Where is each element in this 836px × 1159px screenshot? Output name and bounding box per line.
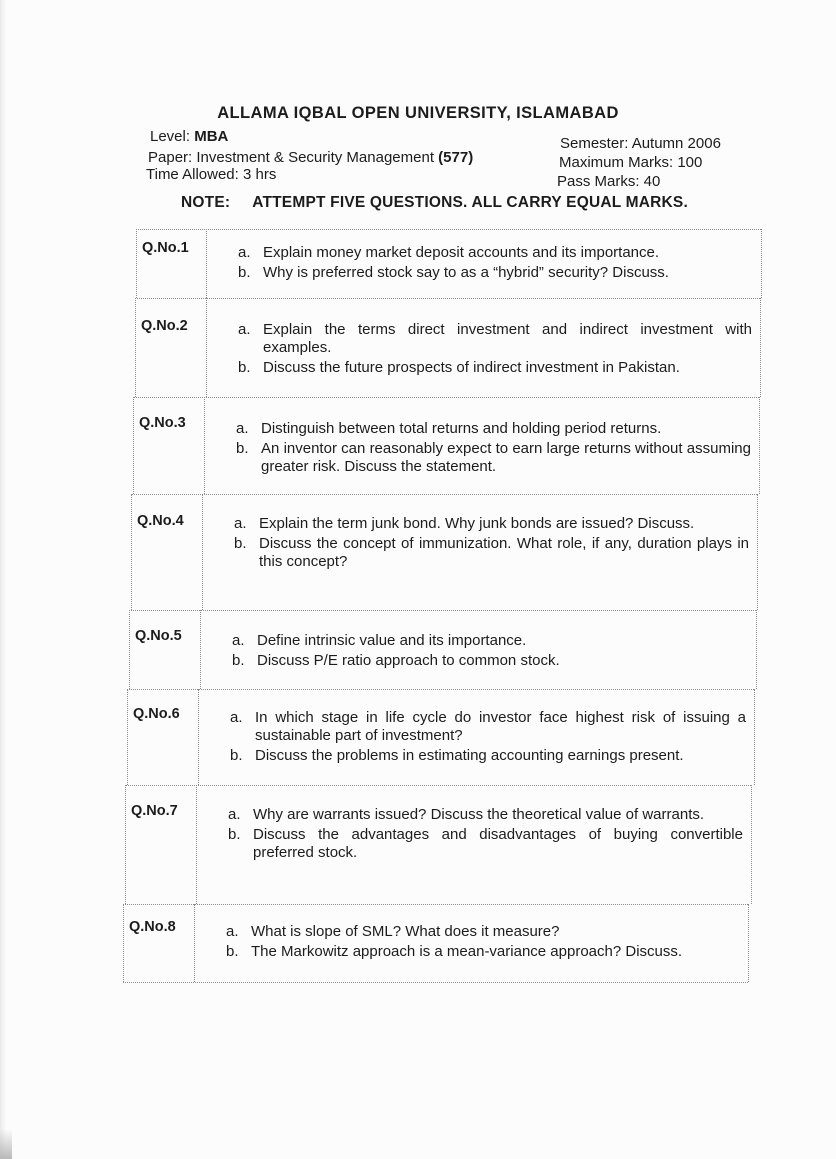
question-number: Q.No.2 xyxy=(141,318,188,334)
part-letter: a. xyxy=(238,244,251,261)
table-border xyxy=(757,494,758,610)
part-text: What is slope of SML? What does it measure? xyxy=(251,923,560,940)
column-separator xyxy=(206,298,207,397)
part-letter: a. xyxy=(232,632,245,649)
question-number: Q.No.4 xyxy=(137,513,184,529)
time-value: 3 hrs xyxy=(242,166,277,183)
question-part xyxy=(228,806,743,824)
part-letter: b. xyxy=(236,440,249,457)
column-separator xyxy=(202,494,203,610)
row-divider xyxy=(129,610,756,611)
question-part xyxy=(234,535,749,571)
question-part xyxy=(232,652,748,670)
question-part xyxy=(238,244,753,262)
part-letter: b. xyxy=(234,535,247,552)
part-letter: b. xyxy=(238,359,251,376)
level-label: Level: xyxy=(150,128,191,145)
part-text: Discuss P/E ratio approach to common stock. xyxy=(257,652,560,669)
part-letter: b. xyxy=(232,652,245,669)
pass-marks: Pass Marks: 40 xyxy=(557,173,661,190)
table-border xyxy=(131,494,132,610)
part-text: Explain the terms direct investment and indirect investment with examples. xyxy=(263,321,752,356)
table-border xyxy=(123,904,124,982)
part-letter: b. xyxy=(228,826,241,843)
part-text: Why is preferred stock say to as a “hybrid” security? Discuss. xyxy=(263,264,669,281)
row-divider xyxy=(127,689,754,690)
row-divider xyxy=(136,229,761,230)
column-separator xyxy=(204,397,205,494)
paper-label: Paper: xyxy=(148,149,193,166)
time-label: Time Allowed: xyxy=(146,166,239,183)
part-text: Explain the term junk bond. Why junk bonds are issued? Discuss. xyxy=(259,515,695,532)
question-part xyxy=(236,440,751,476)
table-border xyxy=(129,610,130,689)
question-parts xyxy=(226,923,740,961)
part-letter: a. xyxy=(238,321,251,338)
part-letter: a. xyxy=(228,806,241,823)
question-parts xyxy=(238,321,752,377)
table-border xyxy=(759,397,760,494)
part-letter: a. xyxy=(230,709,243,726)
part-text: Define intrinsic value and its importance. xyxy=(257,632,527,649)
table-border xyxy=(761,229,762,298)
maximum-marks: Maximum Marks: 100 xyxy=(559,154,703,171)
semester-info: Semester: Autumn 2006 xyxy=(560,135,721,152)
row-divider xyxy=(125,785,751,786)
question-part xyxy=(228,826,743,862)
question-number: Q.No.6 xyxy=(133,706,180,722)
part-text: Discuss the problems in estimating accounting earnings present. xyxy=(255,747,684,764)
part-text: Distinguish between total returns and holding period returns. xyxy=(261,420,662,437)
row-divider xyxy=(133,397,759,398)
part-text: Discuss the concept of immunization. What role, if any, duration plays in this concept? xyxy=(259,535,749,570)
question-parts xyxy=(238,244,753,282)
university-title: ALLAMA IQBAL OPEN UNIVERSITY, ISLAMABAD xyxy=(217,104,619,122)
question-part xyxy=(230,709,746,745)
column-separator xyxy=(198,689,199,785)
part-text: Why are warrants issued? Discuss the theoretical value of warrants. xyxy=(253,806,705,823)
row-divider xyxy=(135,298,760,299)
table-border xyxy=(754,689,755,785)
table-border xyxy=(748,904,749,982)
paper-value: Investment & Security Management xyxy=(196,149,434,166)
part-text: Discuss the advantages and disadvantages of buying convertible preferred stock. xyxy=(253,826,743,861)
column-separator xyxy=(194,904,195,982)
part-letter: a. xyxy=(234,515,247,532)
question-part xyxy=(232,632,748,650)
table-bottom-border xyxy=(123,982,748,983)
note-text: ATTEMPT FIVE QUESTIONS. ALL CARRY EQUAL MARKS. xyxy=(252,194,688,211)
table-border xyxy=(751,785,752,904)
row-divider xyxy=(131,494,757,495)
column-separator xyxy=(200,610,201,689)
table-border xyxy=(127,689,128,785)
column-separator xyxy=(206,229,207,298)
note-label: NOTE: xyxy=(181,194,231,211)
question-part xyxy=(236,420,751,438)
part-text: An inventor can reasonably expect to earn large returns without assuming greater risk. Discuss the statement. xyxy=(261,440,751,475)
table-border xyxy=(125,785,126,904)
table-border xyxy=(756,610,757,689)
question-part xyxy=(238,264,753,282)
question-parts xyxy=(234,515,749,571)
level-value: MBA xyxy=(194,128,229,145)
question-parts xyxy=(228,806,743,862)
question-number: Q.No.1 xyxy=(142,240,189,256)
question-part xyxy=(226,943,740,961)
row-divider xyxy=(123,904,748,905)
question-number: Q.No.3 xyxy=(139,415,186,431)
table-border xyxy=(136,229,137,298)
question-number: Q.No.8 xyxy=(129,919,176,935)
part-text: Explain money market deposit accounts and its importance. xyxy=(263,244,660,261)
part-text: Discuss the future prospects of indirect investment in Pakistan. xyxy=(263,359,680,376)
part-letter: b. xyxy=(238,264,251,281)
paper-code: (577) xyxy=(438,149,474,166)
part-letter: b. xyxy=(230,747,243,764)
part-text: The Markowitz approach is a mean-variance approach? Discuss. xyxy=(251,943,683,960)
question-parts xyxy=(232,632,748,670)
question-number: Q.No.5 xyxy=(135,628,182,644)
table-border xyxy=(135,298,136,397)
question-parts xyxy=(230,709,746,765)
question-number: Q.No.7 xyxy=(131,803,178,819)
question-part xyxy=(230,747,746,765)
part-letter: a. xyxy=(226,923,239,940)
question-part xyxy=(238,321,752,357)
question-parts xyxy=(236,420,751,476)
question-part xyxy=(226,923,740,941)
table-border xyxy=(760,298,761,397)
part-text: In which stage in life cycle do investor face highest risk of issuing a sustainable part of investment? xyxy=(255,709,746,744)
column-separator xyxy=(196,785,197,904)
question-part xyxy=(234,515,749,533)
question-part xyxy=(238,359,752,377)
table-border xyxy=(133,397,134,494)
part-letter: a. xyxy=(236,420,249,437)
part-letter: b. xyxy=(226,943,239,960)
